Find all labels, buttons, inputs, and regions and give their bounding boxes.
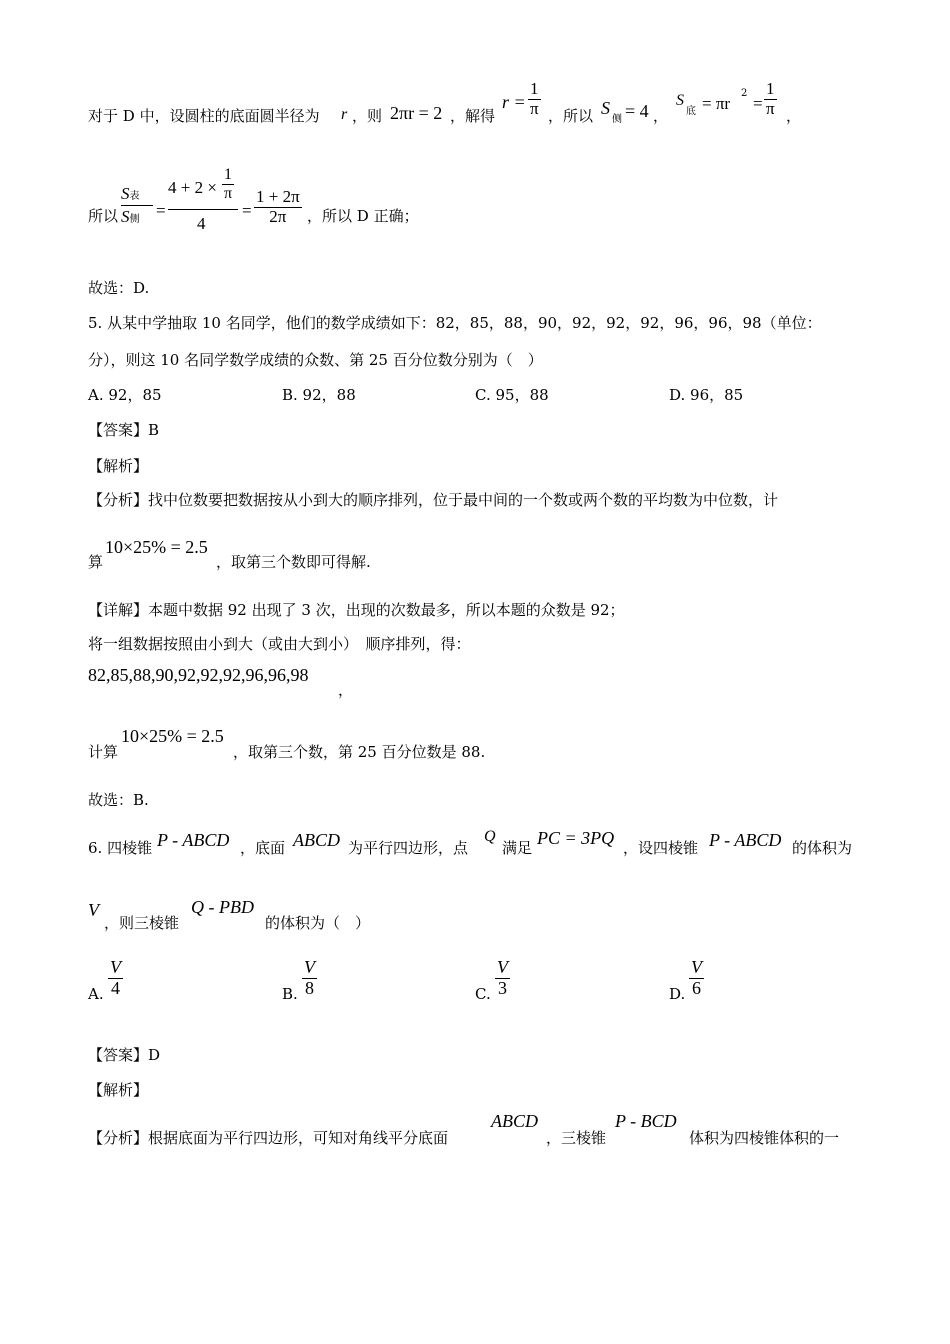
q5-answer: 【答案】B xyxy=(88,421,160,439)
q6-option-b: B. xyxy=(282,985,298,1003)
math-s: S xyxy=(601,98,610,118)
q5-calc2-post: ，取第三个数，第 25 百分位数是 88. xyxy=(233,743,486,761)
q5-calc-pre: 算 xyxy=(88,553,104,571)
q6-t3: 满足 xyxy=(502,839,533,857)
q6-t4: ，设四棱锥 xyxy=(623,839,699,857)
q6-option-a: A. xyxy=(88,985,104,1003)
q6-t5: 的体积为 xyxy=(792,839,853,857)
q5-option-b: B. 92，88 xyxy=(282,386,356,404)
document-page: 对于 D 中，设圆柱的底面圆半径为 r ，则 2πr = 2 ，解得 r = 1 π ，所以 S 侧 = 4 ， S 底 = πr 2 = 1 π ， 所以 S表 S侧 = 4 + 2 × 1 π 4 = 1 + 2π 2π ，所以 D 正确； 故选：D. 5. 从某中学抽取 10 名同学，他们的数学成绩如下：82，85，88，90，92，92，92，96，96，98（单位： 分），则这 10 名同学数学成绩的众数、第 25 百分位数分别为（ ） A. 92，85 B. 92，88 C. 95，88 D. 96，85 【答案】B 【解析】 【分析】找中位数要把数据按从小到大的顺序排列，位于最中间的一个数或两个数的平均数为中位数，计 算 10×25% = 2.5 ，取第三个数即可得解. 【详解】本题中数据 92 出现了 3 次，出现的次数最多，所以本题的众数是 92； 将一组数据按照由小到大（或由大到小） 顺序排列，得： 82,85,88,90,92,92,92,96,96,98 ， 计算 10×25% = 2.5 ，取第三个数，第 25 百分位数是 88. 故选：B. 6. 四棱锥 P - ABCD ，底面 ABCD 为平行四边形，点 Q 满足 PC = 3PQ ，设四棱锥 P - ABCD 的体积为 V ，则三棱锥 Q - PBD 的体积为（ ） A. V 4 B. V 8 C. V 3 D. V 6 【答案】D 【解析】 【分析】根据底面为平行四边形，可知对角线平分底面 ABCD ，三棱锥 P - BCD 体积为四棱锥体积的一 xyxy=(88,79,853,1147)
q5-option-d: D. 96，85 xyxy=(669,386,744,404)
q5-calc2-pre: 计算 xyxy=(88,743,119,761)
q5-option-c: C. 95，88 xyxy=(475,386,549,404)
math-eq-2: = xyxy=(156,201,166,220)
math-v: V xyxy=(88,900,99,920)
q6-frac-a: V 4 xyxy=(110,957,121,998)
q6-frac-c: V 3 xyxy=(497,957,508,998)
q5-detail-2: 将一组数据按照由小到大（或由大到小） 顺序排列，得： xyxy=(88,635,471,653)
q5-fenxi: 【分析】找中位数要把数据按从小到大的顺序排列，位于最中间的一个数或两个数的平均数为中位数，计 xyxy=(88,491,779,509)
math-2pir: 2πr = 2 xyxy=(390,103,443,123)
q5-calc-post: ，取第三个数即可得解. xyxy=(216,553,371,571)
q6-jiexi: 【解析】 xyxy=(88,1081,149,1099)
math-pir: = πr xyxy=(702,94,731,113)
q6-frac-b: V 8 xyxy=(304,957,315,998)
math-qpbd: Q - PBD xyxy=(191,897,254,917)
q5-sequence: 82,85,88,90,92,92,92,96,96,98 xyxy=(88,665,309,685)
q5-calc2-expr: 10×25% = 2.5 xyxy=(121,726,224,746)
sub-side: 侧 xyxy=(612,114,622,125)
q6-frac-d: V 6 xyxy=(691,957,702,998)
math-abcd-2: ABCD xyxy=(491,1111,538,1131)
q6-number: 6. 四棱锥 xyxy=(88,839,153,857)
q5-jiexi: 【解析】 xyxy=(88,457,149,475)
q6-fenxi-3: 体积为四棱锥体积的一 xyxy=(689,1129,840,1147)
text-d-1: 对于 D 中，设圆柱的底面圆半径为 xyxy=(88,107,320,125)
math-r: r xyxy=(341,106,348,123)
frac-1-over-pi-2: 1 π xyxy=(766,79,775,118)
sup-2: 2 xyxy=(741,88,748,99)
text-d-6: ，所以 D 正确； xyxy=(307,207,419,225)
q6-answer: 【答案】D xyxy=(88,1046,161,1064)
q5-choose: 故选：B. xyxy=(88,791,149,809)
math-q: Q xyxy=(484,828,496,845)
q6-t6: ，则三棱锥 xyxy=(104,914,180,932)
text-comma-1: ， xyxy=(653,107,669,125)
q6-option-d: D. xyxy=(669,985,686,1003)
math-pabcd-2: P - ABCD xyxy=(709,830,782,850)
math-abcd: ABCD xyxy=(293,830,340,850)
q6-t1: ，底面 xyxy=(240,839,286,857)
q6-t2: 为平行四边形，点 xyxy=(348,839,469,857)
q5-detail-1: 【详解】本题中数据 92 出现了 3 次，出现的次数最多，所以本题的众数是 92； xyxy=(88,601,625,619)
math-s-2: S xyxy=(676,92,684,109)
q6-option-c: C. xyxy=(475,985,491,1003)
text-d-3: ，解得 xyxy=(450,107,496,125)
math-eq-3: = xyxy=(242,201,252,220)
q6-fenxi-1: 【分析】根据底面为平行四边形，可知对角线平分底面 xyxy=(88,1129,449,1147)
frac-1-over-pi: 1 π xyxy=(530,79,539,118)
q5-stem-1: 5. 从某中学抽取 10 名同学，他们的数学成绩如下：82，85，88，90，92，92，92，96，96，98（单位： xyxy=(88,314,822,332)
q6-t7: 的体积为（ ） xyxy=(265,914,371,932)
math-r-eq: r = xyxy=(502,92,526,112)
frac-1-2pi: 1 + 2π 2π xyxy=(256,187,300,226)
text-d-2: ，则 xyxy=(352,107,383,125)
text-d-5: 所以 xyxy=(88,207,119,225)
q5-calc-expr: 10×25% = 2.5 xyxy=(105,537,208,557)
math-eq: = xyxy=(753,94,763,113)
q6-fenxi-2: ，三棱锥 xyxy=(546,1129,607,1147)
answer-d: 故选：D. xyxy=(88,279,150,297)
q5-seq-comma: ， xyxy=(338,681,354,699)
math-pabcd: P - ABCD xyxy=(157,830,230,850)
frac-s-ratio: S表 S侧 xyxy=(121,184,153,227)
math-eq-4: = 4 xyxy=(625,101,649,121)
text-comma-2: ， xyxy=(786,107,802,125)
q5-option-a: A. 92，85 xyxy=(88,386,162,404)
text-d-4: ，所以 xyxy=(548,107,594,125)
math-pbcd: P - BCD xyxy=(615,1111,677,1131)
sub-bottom: 底 xyxy=(686,106,696,117)
q5-stem-2: 分），则这 10 名同学数学成绩的众数、第 25 百分位数分别为（ ） xyxy=(88,351,543,369)
math-pc-3pq: PC = 3PQ xyxy=(537,828,615,848)
